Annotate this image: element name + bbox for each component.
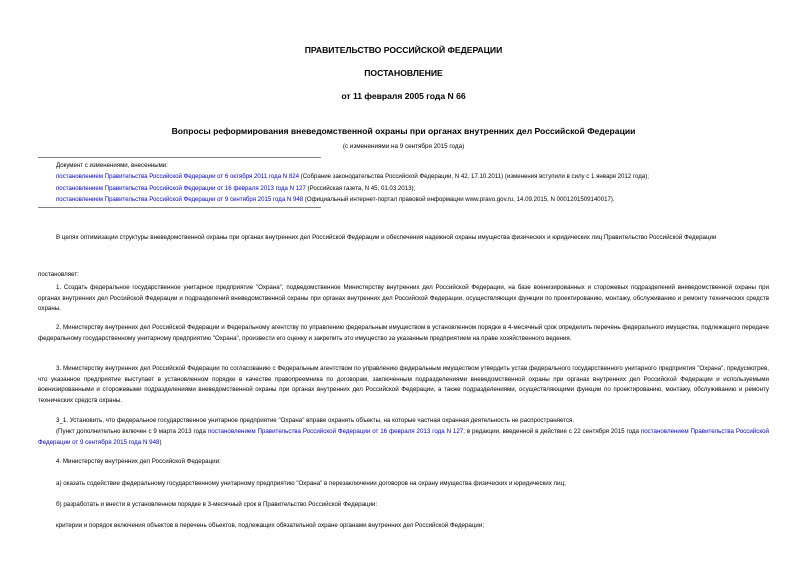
clause-3-1-note: (Пункт дополнительно включен с 9 марта 2013 года постановлением Правительства Российской Федерации от 16 февраля 2013 года N 127; в редакции, введенной в действие с 22 сентября 2015 года постановлением Правительства Российской Федерации от 9 сентября 2015 года N 948) bbox=[38, 428, 770, 446]
change-item bbox=[56, 194, 649, 205]
preamble-paragraph: В целях оптимизации структуры вневедомственной охраны при органах внутренних дел Российской Федерации и обеспечения надежной охраны имущества физических и юридических лиц Правительство Российской Федерации bbox=[56, 234, 717, 241]
government-heading: ПРАВИТЕЛЬСТВО РОССИЙСКОЙ ФЕДЕРАЦИИ bbox=[304, 45, 503, 55]
changes-bottom-rule bbox=[38, 207, 321, 208]
revision-note: (с изменениями на 9 сентября 2015 года) bbox=[342, 143, 465, 150]
document-date-number: от 11 февраля 2005 года N 66 bbox=[341, 91, 466, 101]
clause-4: 4. Министерству внутренних дел Российской Федерации: bbox=[56, 458, 221, 465]
amendment-source: (Собрание законодательства Российской Федерации, N 42, 17.10.2011) (изменения вступили в силу с 1 января 2012 года); bbox=[299, 173, 649, 181]
amendment-link[interactable]: постановлением Правительства Российской Федерации от 16 февраля 2013 года N 127 bbox=[56, 184, 306, 192]
clause-2: 2. Министерству внутренних дел Российской Федерации и Федеральному агентству по управлению федеральным имуществом в установленном порядке в 4-месячный срок определить перечень федерального имущества, подлежащего передаче федеральному государственному унитарному предприятию "Охрана", произвести его оценку и закрепить это имущество за указанным предприятием на праве хозяйственного ведения. bbox=[38, 324, 769, 342]
clause-4-b: б) разработать и внести в установленном порядке в 3-месячный срок в Правительство Российской Федерации: bbox=[56, 501, 378, 508]
document-title: Вопросы реформирования вневедомственной охраны при органах внутренних дел Российской Федерации bbox=[171, 126, 636, 136]
change-item bbox=[56, 171, 649, 182]
amendment-link[interactable]: постановлением Правительства Российской Федерации от 9 сентября 2015 года N 948 bbox=[38, 428, 770, 446]
clause-1: 1. Создать федеральное государственное унитарное предприятие "Охрана", подведомственное Министерству внутренних дел Российской Федерации, на базе военизированных и сторожевых подразделений вневедомственной охраны при органах внутренних дел Российской Федерации и подразделений вневедомственной охраны при органах внутренних дел Российской Федерации, осуществляющих функции по проектированию, монтажу, обслуживанию и ремонту технических средств охраны. bbox=[38, 284, 769, 313]
document-type: ПОСТАНОВЛЕНИЕ bbox=[364, 68, 443, 78]
amendment-source: (Российская газета, N 45, 01.03.2013); bbox=[305, 184, 416, 192]
changes-intro: Документ с изменениями, внесенными: bbox=[56, 162, 168, 169]
changes-block bbox=[56, 160, 649, 205]
decides-paragraph: постановляет: bbox=[38, 271, 79, 278]
amendment-link[interactable]: постановлением Правительства Российской Федерации от 16 февраля 2013 года N 127 bbox=[207, 428, 464, 435]
clause-4-b-criteria: критерии и порядок включения объектов в перечень объектов, подлежащих обязательной охране органами внутренних дел Российской Федерации; bbox=[56, 522, 485, 529]
amendment-link[interactable]: постановлением Правительства Российской Федерации от 6 октября 2011 года N 824 bbox=[56, 173, 300, 181]
amendment-link[interactable]: постановлением Правительства Российской Федерации от 9 сентября 2015 года N 948 bbox=[56, 195, 304, 203]
clause-3: 3. Министерству внутренних дел Российской Федерации по согласованию с Федеральным агентством по управлению федеральным имуществом утвердить устав федерального государственного унитарного предприятия "Охрана", предусмотрев, что указанное предприятие выступает в установленном порядке в качестве правопреемника по договорам, заключенным подразделениями вневедомственной охраны при органах внутренних дел Российской Федерации и используемыми военизированными и сторожевыми подразделениями вневедомственной охраны при органах внутренних дел Российской Федерации, а также подразделениями, осуществляющими функции по проектированию, монтажу, обслуживанию и ремонту технических средств охраны. bbox=[38, 365, 769, 404]
clause-4-a: а) оказать содействие федеральному государственному унитарному предприятию "Охрана" в перезаключении договоров на охрану имущества физических и юридических лиц; bbox=[56, 480, 566, 487]
amendment-source: (Официальный интернет-портал правовой информации www.pravo.gov.ru, 14.09.2015, N 0001201509140017). bbox=[303, 195, 615, 203]
changes-top-rule bbox=[38, 157, 321, 158]
change-item bbox=[56, 183, 649, 194]
clause-3-1: 3_1. Установить, что федеральное государственное унитарное предприятие "Охрана" вправе охранять объекты, на которые частная охранная деятельность не распространяется. bbox=[56, 417, 575, 424]
